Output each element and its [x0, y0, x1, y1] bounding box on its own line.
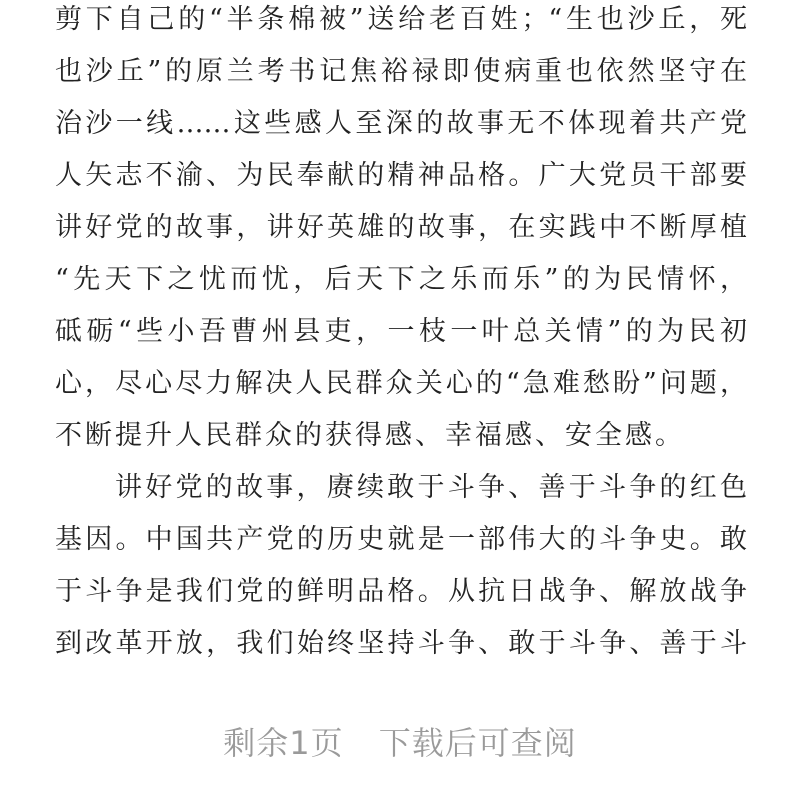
text-line: 到改革开放，我们始终坚持斗争、敢于斗争、善于斗 — [55, 628, 747, 659]
text-line: “先天下之忧而忧，后天下之乐而乐”的为民情怀， — [55, 264, 747, 295]
download-hint-label: 下载后可查阅 — [378, 724, 577, 762]
text-line: 心，尽心尽力解决人民群众关心的“急难愁盼”问题， — [55, 368, 747, 399]
text-line: 剪下自己的“半条棉被”送给老百姓；“生也沙丘，死 — [55, 4, 747, 35]
text-line: 治沙一线……这些感人至深的故事无不体现着共产党 — [55, 108, 747, 139]
download-prompt[interactable] — [0, 718, 800, 764]
remaining-pages-label: 剩余1页 — [223, 724, 344, 762]
text-line: 人矢志不渝、为民奉献的精神品格。广大党员干部要 — [55, 160, 747, 191]
paragraph-start-line: 讲好党的故事，赓续敢于斗争、善于斗争的红色 — [115, 472, 747, 503]
text-line: 于斗争是我们党的鲜明品格。从抗日战争、解放战争 — [55, 576, 747, 607]
text-line: 不断提升人民群众的获得感、幸福感、安全感。 — [55, 420, 685, 451]
text-line: 砥砺“些小吾曹州县吏，一枝一叶总关情”的为民初 — [55, 316, 747, 347]
text-line: 基因。中国共产党的历史就是一部伟大的斗争史。敢 — [55, 524, 747, 555]
text-line: 讲好党的故事，讲好英雄的故事，在实践中不断厚植 — [55, 212, 747, 243]
text-line: 也沙丘”的原兰考书记焦裕禄即使病重也依然坚守在 — [55, 56, 747, 87]
